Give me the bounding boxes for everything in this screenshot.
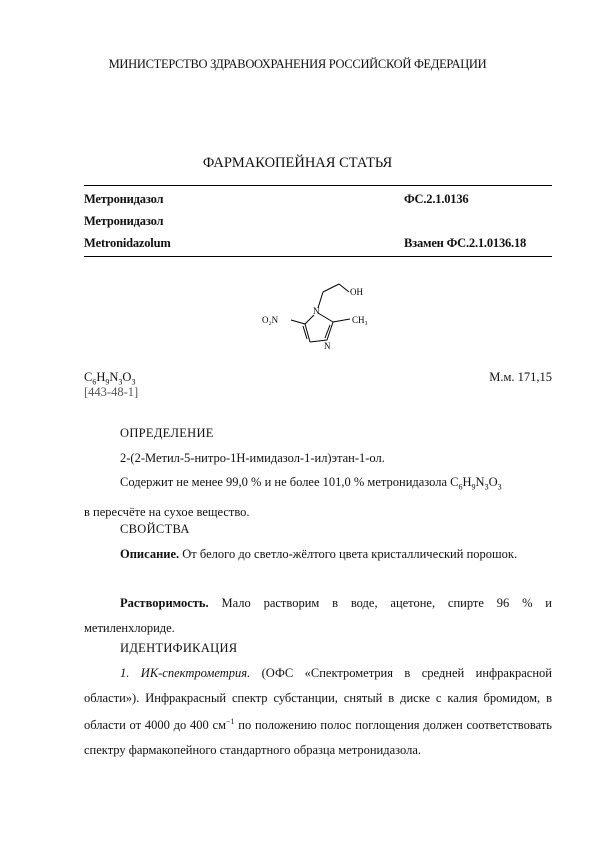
article-code: ФС.2.1.0136	[404, 192, 469, 206]
substance-name-ru-2: Метронидазол	[84, 214, 164, 228]
molar-mass: М.м. 171,15	[489, 370, 552, 384]
replaces-code: Взамен ФС.2.1.0136.18	[404, 236, 527, 250]
section-properties: СВОЙСТВА	[120, 522, 190, 536]
nitro-label: O₂N	[262, 315, 279, 325]
ir-paragraph: 1. ИК-спектрометрия. (ОФС «Спектрометрия в средней инфракрасной области»). Инфракрасный спектр субстанции, снятый в диске с калия бромидом, в области от 4000 до 400 $см^{-1}$ по положению полос поглощения должен соответствовать спектру фармакопейного стандартного образца метронидазола.	[84, 666, 552, 757]
solubility-paragraph: Растворимость. Мало растворим в воде, ацетоне, спирте 96 % и метиленхлориде.	[84, 596, 552, 635]
ministry-heading: МИНИСТЕРСТВО ЗДРАВООХРАНЕНИЯ РОССИЙСКОЙ ФЕДЕРАЦИИ	[108, 57, 487, 71]
structural-formula	[255, 270, 385, 380]
header-top-rule	[84, 185, 552, 186]
article-title: ФАРМАКОПЕЙНАЯ СТАТЬЯ	[202, 155, 393, 171]
section-definition: ОПРЕДЕЛЕНИЕ	[120, 426, 214, 440]
ring-n3-label: N	[324, 341, 331, 351]
section-identification: ИДЕНТИФИКАЦИЯ	[120, 641, 238, 655]
cas-number: [443-48-1]	[84, 385, 139, 399]
oh-label: OH	[350, 287, 363, 297]
description-paragraph: Описание. От белого до светло-жёлтого цвета кристаллический порошок.	[120, 547, 518, 561]
header-bottom-rule	[84, 256, 552, 257]
ring-n1-label: N	[313, 306, 320, 316]
definition-name: 2-(2-Метил-5-нитро-1H-имидазол-1-ил)этан-1-ол.	[120, 451, 385, 465]
molecular-formula: $C_6H_9N_3O_3$	[84, 370, 136, 387]
substance-name-latin: Metronidazolum	[84, 236, 171, 250]
substance-name-ru: Метронидазол	[84, 192, 164, 206]
methyl-label: CH₃	[352, 315, 368, 325]
content-paragraph: Содержит не менее 99,0 % и не более 101,0 % метронидазола $C_6H_9N_3O_3$ в пересчёте на сухое вещество.	[84, 475, 502, 519]
